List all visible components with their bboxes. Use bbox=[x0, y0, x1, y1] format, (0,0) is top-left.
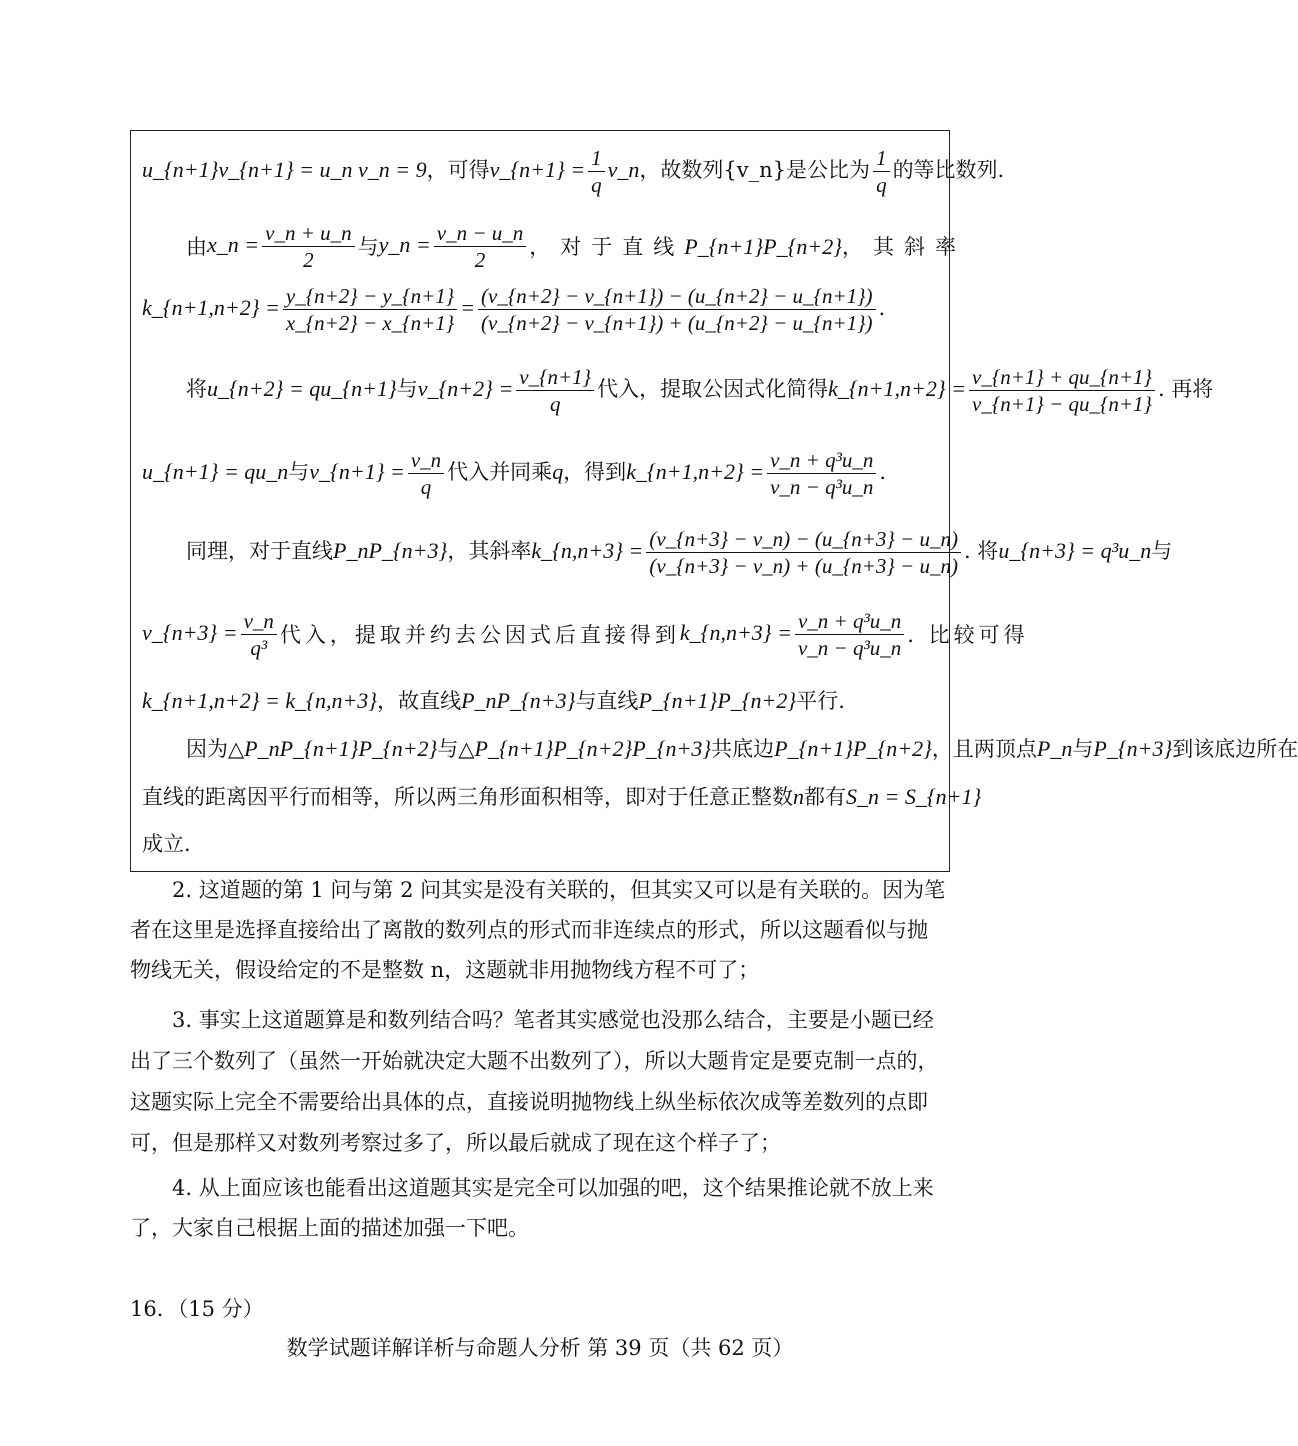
formula: P_nP_{n+3} bbox=[461, 688, 576, 713]
denominator: q bbox=[549, 392, 561, 416]
numerator: (v_{n+3} − v_n) − (u_{n+3} − u_n) bbox=[646, 526, 961, 553]
formula: P_{n+1}P_{n+2} bbox=[638, 688, 797, 713]
numerator: v_n + q³u_n bbox=[767, 447, 876, 474]
box-line-10 bbox=[142, 782, 982, 812]
formula: k_{n+1,n+2} = k_{n,n+3} bbox=[142, 688, 378, 713]
numerator: y_{n+2} − y_{n+1} bbox=[283, 283, 457, 310]
text: 与 bbox=[1072, 737, 1094, 761]
fraction bbox=[795, 608, 904, 661]
formula: P_{n+1}P_{n+2} bbox=[684, 233, 843, 259]
text: 平行. bbox=[796, 689, 845, 713]
paragraph-line: 者在这里是选择直接给出了离散的数列点的形式而非连续点的形式，所以这题看似与抛 bbox=[130, 918, 928, 942]
formula: k_{n,n+3} = bbox=[531, 538, 644, 563]
text: 同理，对于直线 bbox=[186, 539, 333, 563]
text: 代入，提取并约去公因式后直接得到 bbox=[279, 622, 680, 647]
formula: k_{n+1,n+2} = bbox=[828, 376, 966, 401]
text: 共底边 bbox=[711, 737, 775, 761]
numerator: v_n − u_n bbox=[434, 220, 527, 247]
fraction bbox=[283, 283, 457, 336]
box-line-4 bbox=[186, 364, 1214, 417]
formula: k_{n,n+3} = bbox=[679, 620, 792, 645]
text: 与 bbox=[357, 234, 379, 259]
paragraph-line: 这题实际上完全不需要给出具体的点，直接说明抛物线上纵坐标依次成等差数列的点即 bbox=[130, 1090, 928, 1114]
formula: v_{n+1} = bbox=[309, 459, 405, 484]
text: 因为△ bbox=[186, 737, 245, 761]
box-line-9 bbox=[186, 734, 1298, 764]
paragraph-line: 物线无关，假设给定的不是整数 n，这题就非用抛物线方程不可了； bbox=[130, 958, 760, 982]
page-footer: 数学试题详解详析与命题人分析 第 39 页（共 62 页） bbox=[286, 1336, 794, 1360]
numerator: v_n bbox=[408, 447, 444, 474]
fraction bbox=[262, 220, 355, 273]
formula: P_{n+1}P_{n+2}P_{n+3} bbox=[474, 736, 712, 761]
formula: P_{n+1}P_{n+2} bbox=[774, 736, 932, 761]
paragraph-line: 了，大家自己根据上面的描述加强一下吧。 bbox=[130, 1216, 529, 1240]
formula: v_n bbox=[607, 157, 640, 182]
formula: u_{n+1} = qu_n bbox=[142, 459, 289, 484]
box-line-2 bbox=[186, 220, 967, 273]
formula: S_n = S_{n+1} bbox=[846, 784, 982, 809]
formula: k_{n+1,n+2} = bbox=[626, 459, 765, 484]
text: . 比较可得 bbox=[907, 622, 1029, 647]
denominator: v_{n+1} − qu_{n+1} bbox=[972, 392, 1152, 416]
fraction bbox=[969, 364, 1155, 417]
denominator: v_n − q³u_n bbox=[770, 475, 874, 499]
fraction bbox=[588, 145, 605, 198]
box-line-1 bbox=[142, 145, 1005, 198]
text: 成立. bbox=[142, 832, 191, 856]
fraction bbox=[516, 364, 594, 417]
formula: u_{n+2} = qu_{n+1} bbox=[207, 376, 397, 401]
box-line-8 bbox=[142, 686, 942, 716]
box-line-7 bbox=[142, 608, 1029, 661]
denominator: (v_{n+3} − v_n) + (u_{n+3} − u_n) bbox=[649, 554, 958, 578]
text: ，且两顶点 bbox=[931, 737, 1037, 761]
box-line-3 bbox=[142, 283, 942, 336]
numerator: v_n + u_n bbox=[262, 220, 355, 247]
box-line-11 bbox=[142, 829, 942, 859]
text: 直线的距离因平行而相等，所以两三角形面积相等，即对于任意正整数 bbox=[142, 785, 793, 809]
numerator: (v_{n+2} − v_{n+1}) − (u_{n+2} − u_{n+1}) bbox=[478, 283, 876, 310]
text: 将 bbox=[186, 377, 207, 401]
denominator: q bbox=[591, 173, 602, 197]
fraction bbox=[241, 608, 277, 661]
text: . bbox=[879, 460, 887, 484]
formula: v_{n+1} = bbox=[489, 157, 586, 182]
denominator: q³ bbox=[250, 636, 268, 660]
denominator: 2 bbox=[303, 248, 314, 272]
formula: n bbox=[793, 784, 804, 809]
box-line-6 bbox=[186, 526, 1173, 579]
denominator: (v_{n+2} − v_{n+1}) + (u_{n+2} − u_{n+1}) bbox=[481, 311, 873, 335]
text: 由 bbox=[186, 234, 207, 259]
denominator: q bbox=[876, 173, 887, 197]
paragraph-line: 4. 从上面应该也能看出这道题其实是完全可以加强的吧，这个结果推论就不放上来 bbox=[172, 1176, 934, 1200]
numerator: v_{n+1} bbox=[516, 364, 594, 391]
paragraph-2 bbox=[130, 874, 952, 994]
text: 代入并同乘 bbox=[447, 460, 553, 484]
formula: P_n bbox=[1036, 736, 1073, 761]
formula: = bbox=[460, 295, 476, 320]
formula: x_n = bbox=[207, 232, 260, 257]
text: . 将 bbox=[963, 539, 999, 563]
text: . 再将 bbox=[1157, 377, 1214, 401]
text: . bbox=[878, 296, 886, 320]
paragraph-line: 可，但是那样又对数列考察过多了，所以最后就成了现在这个样子了； bbox=[130, 1131, 781, 1155]
box-line-5 bbox=[142, 447, 942, 500]
fraction bbox=[408, 447, 444, 500]
question-number: 16．（15 分） bbox=[130, 1297, 264, 1321]
paragraph-line: 3. 事实上这道题算是和数列结合吗？笔者其实感觉也没那么结合，主要是小题已经 bbox=[172, 1008, 934, 1032]
fraction bbox=[434, 220, 527, 273]
text: 代入，提取公因式化简得 bbox=[597, 377, 829, 401]
text: ，故直线 bbox=[377, 689, 462, 713]
text: 与 bbox=[1151, 539, 1173, 563]
fraction bbox=[767, 447, 876, 500]
fraction bbox=[478, 283, 876, 336]
paragraph-line: 2. 这道题的第 1 问与第 2 问其实是没有关联的，但其实又可以是有关联的。因为笔 bbox=[172, 878, 946, 902]
numerator: 1 bbox=[588, 145, 605, 172]
denominator: v_n − q³u_n bbox=[797, 636, 902, 660]
formula: u_{n+3} = q³u_n bbox=[998, 538, 1152, 563]
text: 与直线 bbox=[575, 689, 639, 713]
numerator: v_n + q³u_n bbox=[795, 608, 904, 635]
paragraph-line: 出了三个数列了（虽然一开始就决定大题不出数列了），所以大题肯定是要克制一点的， bbox=[130, 1049, 939, 1073]
formula: P_nP_{n+1}P_{n+2} bbox=[244, 736, 438, 761]
denominator: 2 bbox=[474, 248, 486, 272]
denominator: q bbox=[420, 475, 432, 499]
paragraph-4 bbox=[130, 1172, 952, 1252]
numerator: 1 bbox=[873, 145, 890, 172]
text: ，可得 bbox=[426, 158, 490, 182]
text: ，得到 bbox=[563, 460, 627, 484]
formula: P_{n+3} bbox=[1093, 736, 1173, 761]
fraction bbox=[646, 526, 961, 579]
denominator: x_{n+2} − x_{n+1} bbox=[285, 311, 455, 335]
text: 与 bbox=[396, 377, 418, 401]
text: ，故数列{v_n}是公比为 bbox=[639, 158, 871, 182]
text: ，其斜率 bbox=[447, 539, 532, 563]
numerator: v_{n+1} + qu_{n+1} bbox=[969, 364, 1155, 391]
fraction bbox=[873, 145, 890, 198]
formula: v_{n+2} = bbox=[417, 376, 514, 401]
text: ，其斜率 bbox=[842, 234, 967, 259]
text: 都有 bbox=[804, 785, 846, 809]
numerator: v_n bbox=[241, 608, 277, 635]
formula: P_nP_{n+3} bbox=[333, 538, 448, 563]
text: 与△ bbox=[437, 737, 475, 761]
formula: v_{n+3} = bbox=[142, 620, 238, 645]
paragraph-3 bbox=[130, 1004, 952, 1168]
text: 到该底边所在 bbox=[1172, 737, 1298, 761]
formula: u_{n+1}v_{n+1} = u_n v_n = 9 bbox=[142, 157, 427, 182]
formula: q bbox=[552, 459, 564, 484]
formula: k_{n+1,n+2} = bbox=[142, 295, 280, 320]
text: 与 bbox=[288, 460, 310, 484]
formula: y_n = bbox=[378, 232, 431, 257]
text: ，对于直线 bbox=[529, 234, 685, 259]
text: 的等比数列. bbox=[892, 158, 1005, 182]
